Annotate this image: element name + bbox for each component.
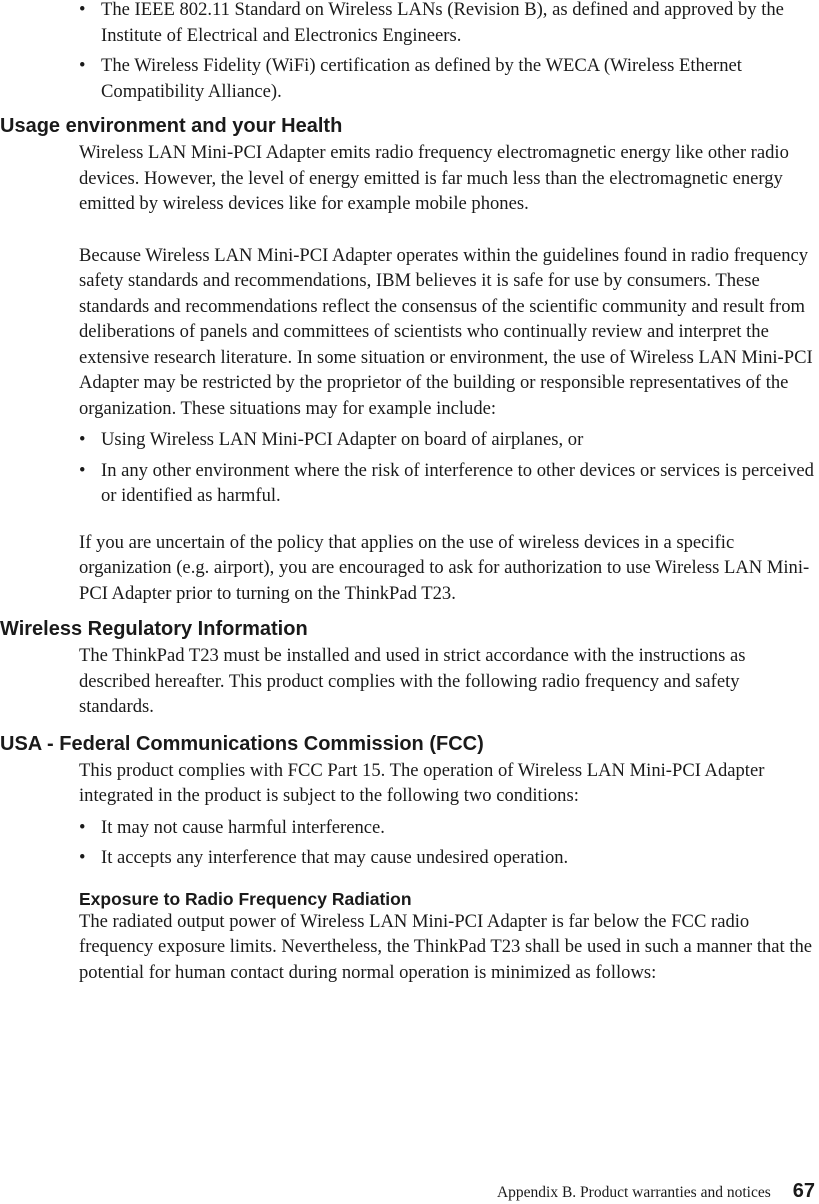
section-heading-fcc: USA - Federal Communications Commission (FCC) — [0, 732, 484, 755]
footer-label: Appendix B. Product warranties and notices — [496, 1184, 771, 1201]
regulatory-section-body — [79, 643, 815, 720]
list-item: • The IEEE 802.11 Standard on Wireless LANs (Revision B), as defined and approved by the Institute of Electrical and Electronics Engineers. — [79, 0, 815, 48]
fcc-bullet-list — [79, 815, 815, 871]
paragraph: Wireless LAN Mini-PCI Adapter emits radio frequency electromagnetic energy like other radio devices. However, the level of energy emitted is far much less than the electromagnetic energy emitted by wireless devices like for example mobile phones. — [79, 142, 789, 214]
list-item: • In any other environment where the risk of interference to other devices or services is perceived or identified as harmful. — [79, 459, 814, 506]
section-heading-usage: Usage environment and your Health — [0, 115, 343, 137]
bullet-icon: • — [79, 429, 86, 450]
paragraph: The radiated output power of Wireless LAN Mini-PCI Adapter is far below the FCC radio frequency exposure limits. Nevertheless, the ThinkPad T23 shall be used in such a manner that the potential for human contact during normal operation is minimized as follows: — [79, 910, 813, 983]
list-item: • The Wireless Fidelity (WiFi) certification as defined by the WECA (Wireless Ethernet Compatibility Alliance). — [79, 55, 742, 102]
list-item: • Using Wireless LAN Mini-PCI Adapter on board of airplanes, or — [79, 427, 815, 453]
list-item: • It may not cause harmful interference. — [79, 815, 815, 841]
intro-list-block — [79, 0, 815, 104]
intro-bullet-list — [79, 0, 815, 104]
section-heading-regulatory: Wireless Regulatory Information — [0, 618, 308, 640]
paragraph: If you are uncertain of the policy that applies on the use of wireless devices in a specific organization (e.g. airport), you are encouraged to ask for authorization to use Wireless LAN Mini-PCI Adapter prior to turning on the ThinkPad T23. — [79, 531, 810, 604]
paragraph: The ThinkPad T23 must be installed and used in strict accordance with the instructions as described hereafter. This product complies with the following radio frequency and safety standards. — [79, 645, 746, 717]
page-footer — [497, 1180, 815, 1204]
bullet-icon: • — [79, 459, 86, 481]
subsection-heading-exposure: Exposure to Radio Frequency Radiation — [79, 888, 412, 909]
paragraph: Because Wireless LAN Mini-PCI Adapter operates within the guidelines found in radio frequency safety standards and recommendations, IBM believes it is safe for use by consumers. These standards and recommendations reflect the consensus of the scientific community and result from deliberations of panels and committees of scientists who continually review and interpret the extensive research literature. In some situation or environment, the use of Wireless LAN Mini-PCI Adapter may be restricted by the proprietor of the building or responsible representatives of the organization. These situations may for example include: — [79, 244, 813, 419]
list-item: • It accepts any interference that may cause undesired operation. — [79, 845, 815, 871]
page-number: 67 — [792, 1180, 815, 1202]
bullet-icon: • — [79, 847, 86, 868]
usage-bullet-list — [79, 427, 815, 509]
paragraph: This product complies with FCC Part 15. The operation of Wireless LAN Mini-PCI Adapter integrated in the product is subject to the following two conditions: — [79, 759, 765, 806]
bullet-icon: • — [79, 816, 86, 838]
fcc-section-body — [79, 758, 815, 986]
bullet-icon: • — [79, 0, 86, 20]
usage-section-body — [79, 140, 815, 606]
bullet-icon: • — [79, 55, 86, 76]
